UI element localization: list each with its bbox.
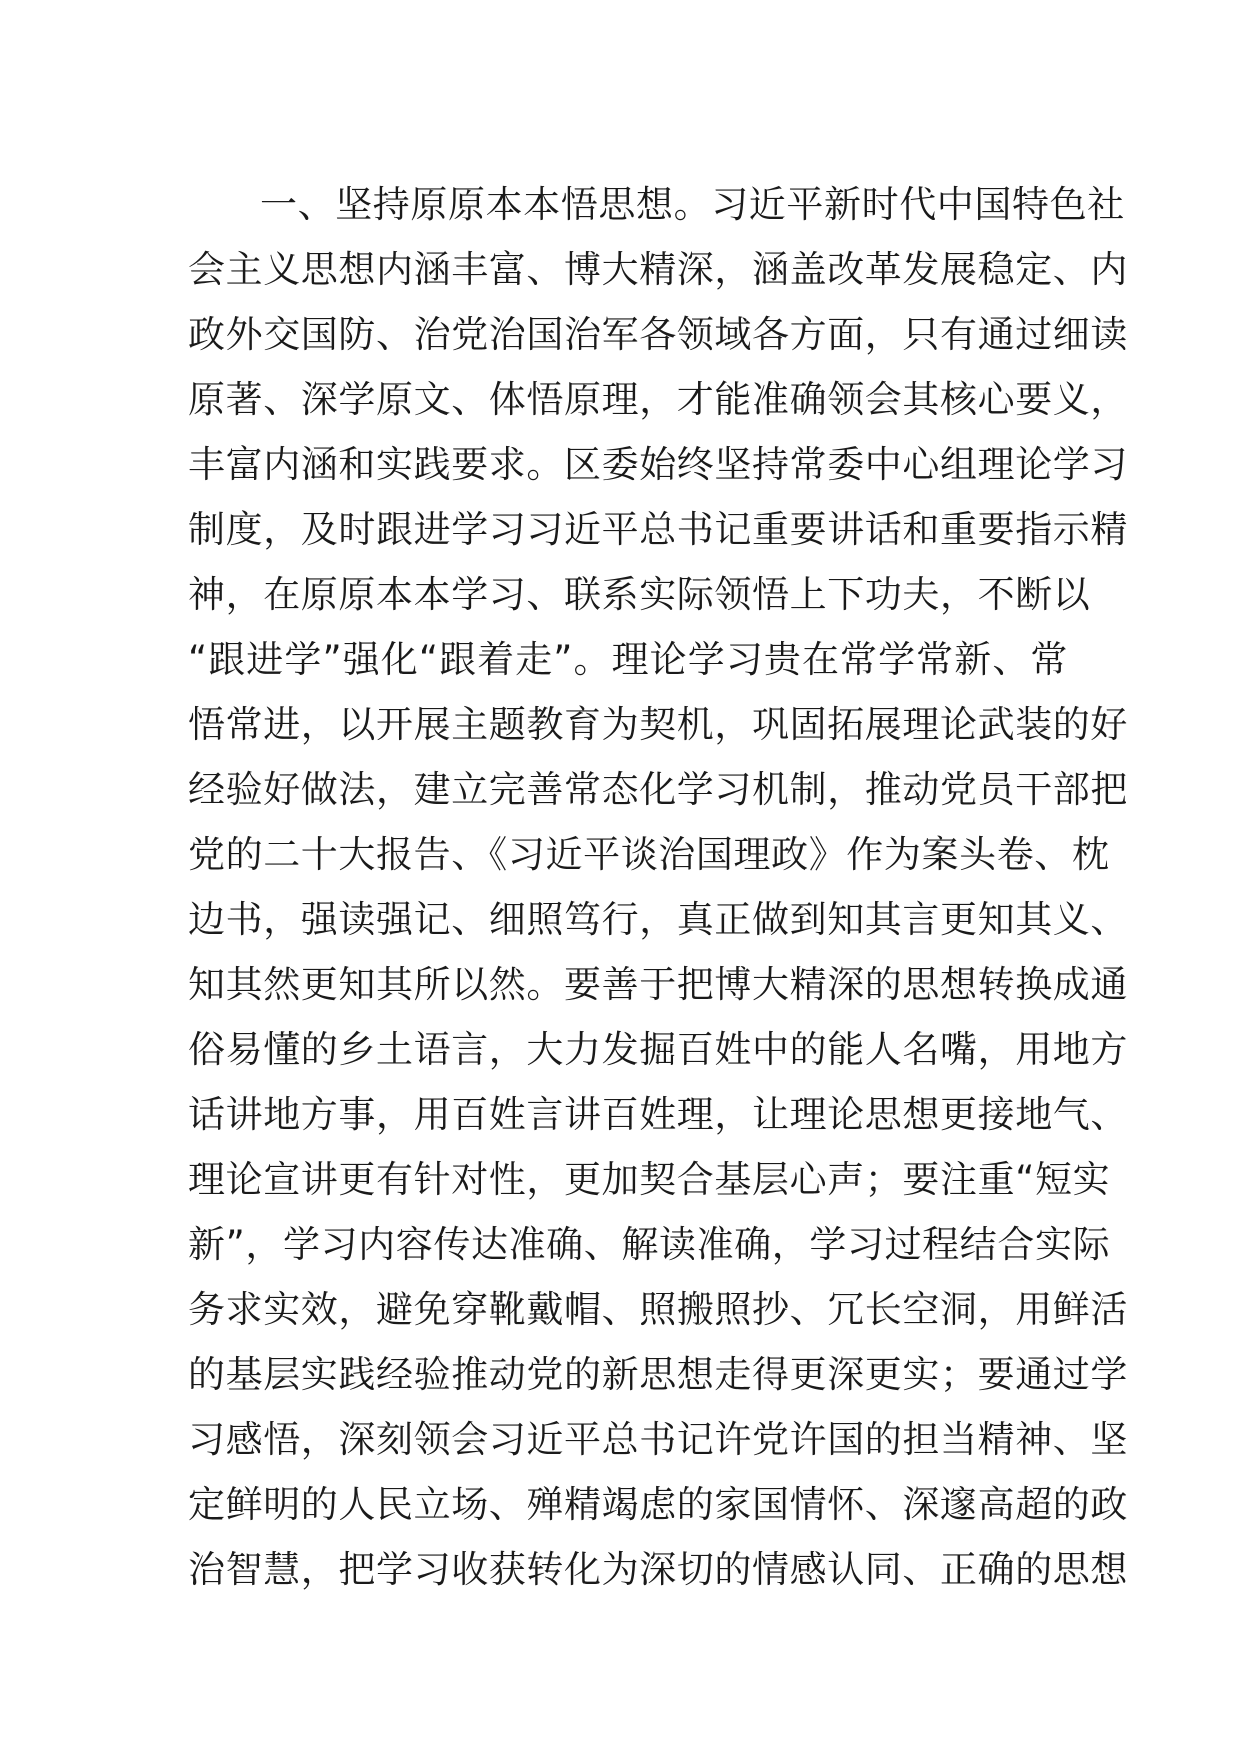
paragraph-line: “跟进学”强化“跟着走”。理论学习贵在常学常新、常 [188,638,1068,681]
paragraph-line: 治智慧，把学习收获转化为深切的情感认同、正确的思想 [188,1548,1128,1591]
paragraph-line: 话讲地方事，用百姓言讲百姓理，让理论思想更接地气、 [188,1093,1128,1136]
paragraph-line: 政外交国防、治党治国治军各领域各方面，只有通过细读 [188,313,1128,356]
paragraph-line: 会主义思想内涵丰富、博大精深，涵盖改革发展稳定、内 [188,248,1128,291]
paragraph-line: 边书，强读强记、细照笃行，真正做到知其言更知其义、 [188,898,1128,941]
paragraph-line: 理论宣讲更有针对性，更加契合基层心声；要注重“短实 [188,1158,1111,1201]
paragraph-line: 经验好做法，建立完善常态化学习机制，推动党员干部把 [188,768,1128,811]
paragraph-line: 丰富内涵和实践要求。区委始终坚持常委中心组理论学习 [188,443,1128,486]
paragraph-line: 原著、深学原文、体悟原理，才能准确领会其核心要义， [188,378,1128,421]
paragraph-line: 俗易懂的乡土语言，大力发掘百姓中的能人名嘴，用地方 [188,1028,1128,1071]
paragraph-line: 党的二十大报告、《习近平谈治国理政》作为案头卷、枕 [188,833,1110,876]
paragraph-line: 一、坚持原原本本悟思想。习近平新时代中国特色社 [260,183,1125,226]
paragraph-line: 神，在原原本本学习、联系实际领悟上下功夫，不断以 [188,573,1091,616]
paragraph-line: 的基层实践经验推动党的新思想走得更深更实；要通过学 [188,1353,1128,1396]
paragraph-line: 新”，学习内容传达准确、解读准确，学习过程结合实际 [188,1223,1111,1266]
paragraph-body [188,172,1128,1602]
paragraph-line: 知其然更知其所以然。要善于把博大精深的思想转换成通 [188,963,1128,1006]
paragraph-line: 习感悟，深刻领会习近平总书记许党许国的担当精神、坚 [188,1418,1128,1461]
paragraph-line: 悟常进，以开展主题教育为契机，巩固拓展理论武装的好 [188,703,1128,746]
paragraph-line: 务求实效，避免穿靴戴帽、照搬照抄、冗长空洞，用鲜活 [188,1288,1128,1331]
paragraph-line: 定鲜明的人民立场、殚精竭虑的家国情怀、深邃高超的政 [188,1483,1128,1526]
paragraph-line: 制度，及时跟进学习习近平总书记重要讲话和重要指示精 [188,508,1128,551]
